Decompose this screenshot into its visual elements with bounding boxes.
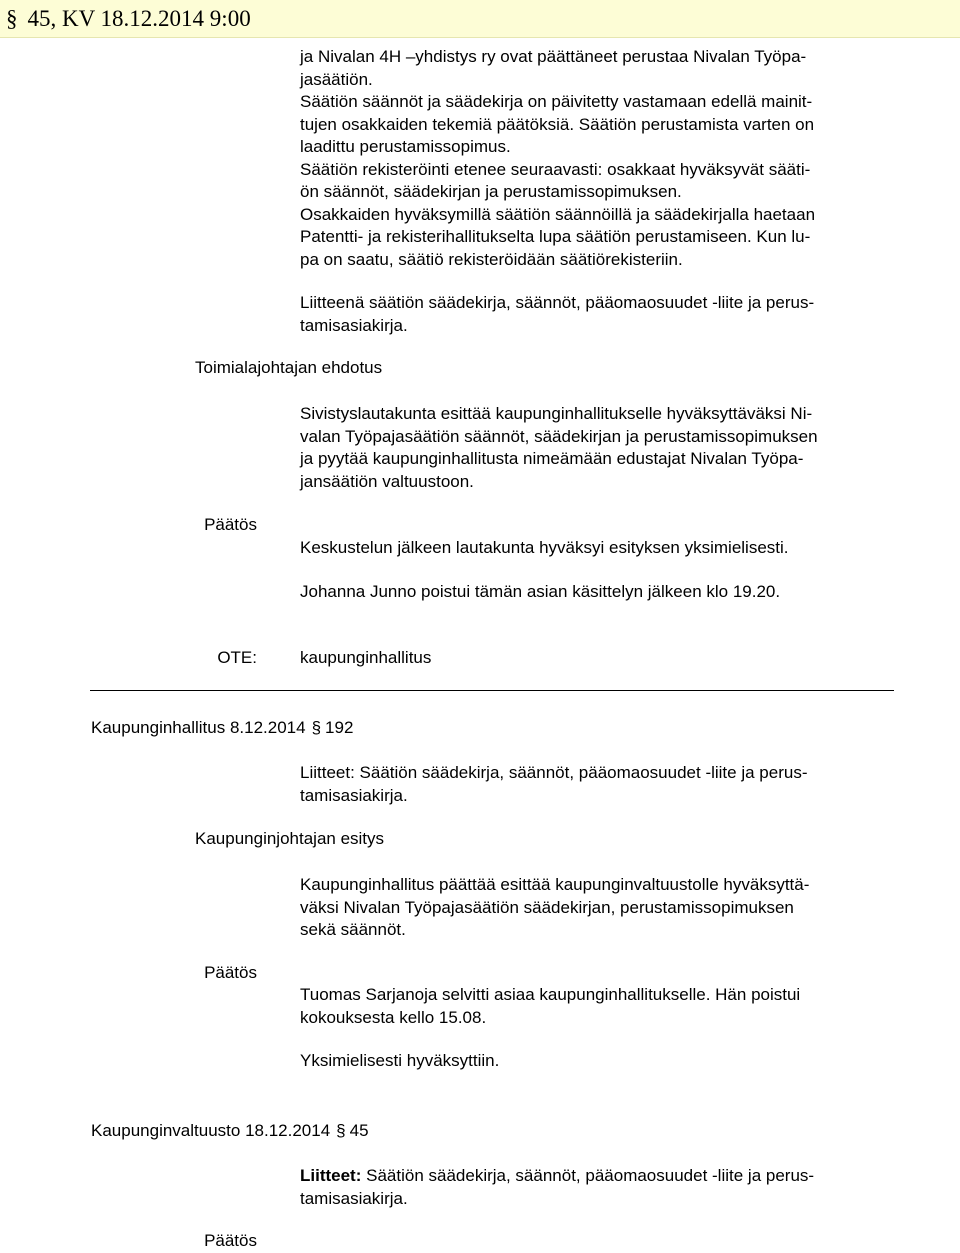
section-heading bbox=[91, 1120, 369, 1143]
decision-text: Keskustelun jälkeen lautakunta hyväksyi esityksen yksimielisesti. bbox=[300, 538, 789, 557]
decision-label: Päätös bbox=[204, 963, 257, 982]
proposal-line: Sivistyslautakunta esittää kaupunginhallitukselle hyväksyttäväksi Ni- bbox=[300, 404, 813, 423]
proposal-line: väksi Nivalan Työpajasäätiön säädekirjan, perustamissopimuksen bbox=[300, 897, 794, 917]
decision-label: Päätös bbox=[204, 515, 257, 534]
attachment-line: tamisasiakirja. bbox=[300, 315, 408, 335]
intro-line: Säätiön rekisteröinti etenee seuraavasti: osakkaat hyväksyvät sääti- bbox=[300, 159, 811, 179]
section-heading-text: Kaupunginvaltuusto 18.12.2014 bbox=[91, 1121, 331, 1140]
proposal-line: Kaupunginhallitus päättää esittää kaupunginvaltuustolle hyväksyttä- bbox=[300, 875, 810, 894]
intro-line: pa on saatu, säätiö rekisteröidään säätiörekisteriin. bbox=[300, 249, 683, 269]
section-sign-icon: § bbox=[336, 1121, 346, 1140]
proposal-line: jansäätiön valtuustoon. bbox=[300, 471, 474, 491]
intro-line: Säätiön säännöt ja säädekirja on päivitetty vastamaan edellä mainit- bbox=[300, 92, 813, 111]
intro-line: tujen osakkaiden tekemiä päätöksiä. Säätiön perustamista varten on bbox=[300, 114, 815, 134]
section-divider bbox=[90, 690, 894, 691]
section-heading-text: Kaupunginhallitus 8.12.2014 bbox=[91, 718, 306, 737]
proposal-label: Kaupunginjohtajan esitys bbox=[195, 829, 385, 848]
intro-line: laadittu perustamissopimus. bbox=[300, 137, 511, 156]
attachments-text: Säätiön säädekirja, säännöt, pääomaosuudet -liite ja perus- bbox=[361, 1166, 815, 1185]
page-header bbox=[0, 0, 960, 38]
header-title: 45, KV 18.12.2014 9:00 bbox=[27, 6, 251, 31]
section-number: 192 bbox=[325, 718, 354, 737]
proposal-label: Toimialajohtajan ehdotus bbox=[195, 358, 383, 377]
intro-line: ja Nivalan 4H –yhdistys ry ovat päättäneet perustaa Nivalan Työpa- bbox=[300, 47, 807, 66]
proposal-line: ja pyytää kaupunginhallitusta nimeämään edustajat Nivalan Työpa- bbox=[300, 449, 804, 468]
proposal-line: sekä säännöt. bbox=[300, 920, 406, 939]
attachments-line: Liitteet: Säätiön säädekirja, säännöt, pääomaosuudet -liite ja perus- bbox=[300, 763, 808, 782]
decision-result: Yksimielisesti hyväksyttiin. bbox=[300, 1051, 500, 1070]
intro-line: jasäätiön. bbox=[300, 69, 373, 89]
decision-label: Päätös bbox=[204, 1231, 257, 1250]
intro-line: ön säännöt, säädekirjan ja perustamissopimuksen. bbox=[300, 182, 682, 201]
decision-note: Johanna Junno poistui tämän asian käsittelyn jälkeen klo 19.20. bbox=[300, 582, 781, 601]
section-sign-icon: § bbox=[311, 718, 322, 737]
intro-line: Patentti- ja rekisterihallitukselta lupa säätiön perustamiseen. Kun lu- bbox=[300, 227, 811, 246]
attachments-line: tamisasiakirja. bbox=[300, 1188, 408, 1208]
attachments-label: Liitteet: bbox=[300, 1166, 362, 1185]
intro-line: Osakkaiden hyväksymillä säätiön säännöillä ja säädekirjalla haetaan bbox=[300, 204, 816, 224]
ote-value: kaupunginhallitus bbox=[300, 648, 432, 667]
attachments-line: tamisasiakirja. bbox=[300, 785, 408, 805]
section-sign-icon: § bbox=[6, 6, 18, 31]
ote-label: OTE: bbox=[217, 648, 257, 667]
section-number: 45 bbox=[349, 1121, 369, 1140]
decision-line: kokouksesta kello 15.08. bbox=[300, 1007, 487, 1027]
section-heading bbox=[91, 717, 353, 740]
attachment-line: Liitteenä säätiön säädekirja, säännöt, pääomaosuudet -liite ja perus- bbox=[300, 293, 815, 312]
decision-line: Tuomas Sarjanoja selvitti asiaa kaupunginhallitukselle. Hän poistui bbox=[300, 985, 801, 1004]
attachments-line bbox=[300, 1165, 900, 1188]
proposal-line: valan Työpajasäätiön säännöt, säädekirjan ja perustamissopimuksen bbox=[300, 426, 818, 446]
